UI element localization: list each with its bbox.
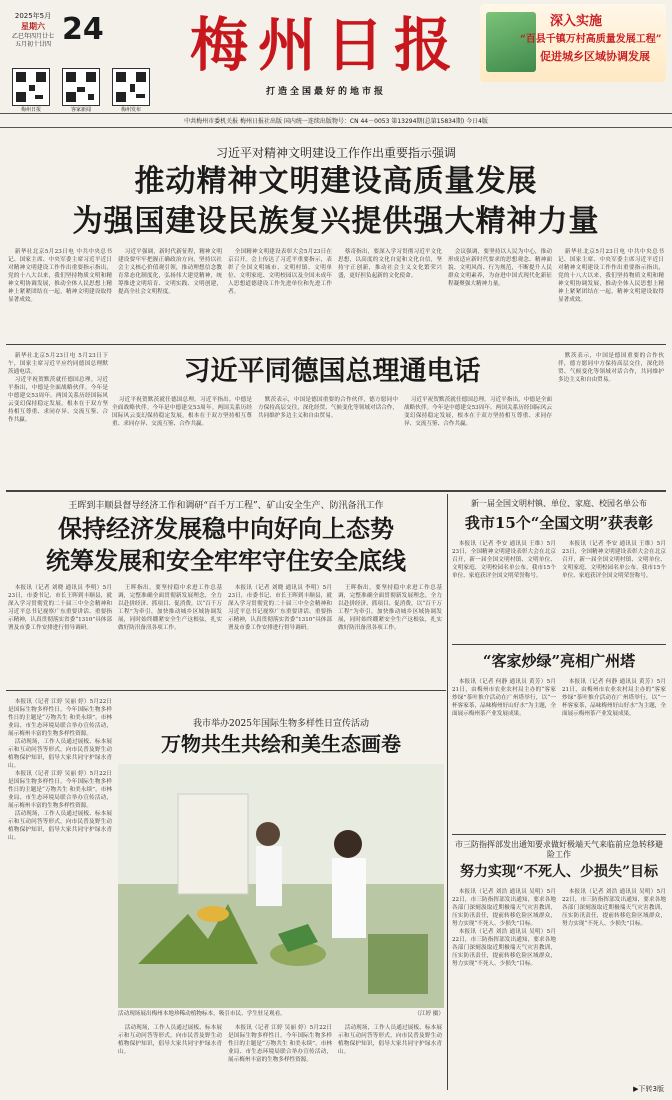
weekday: 星期六 <box>21 21 45 31</box>
date-box <box>6 12 106 68</box>
call-paragraph-2b: 习近平祝贺默茨就任德国总理。习近平指出，中德是全面战略伙伴。今年是中德建交53周年。两国关系历经国际风云变幻保持稳定发展，根本在于双方坚持相互尊重、求同存异、交流互鉴、合作共赢。 <box>112 397 252 427</box>
right-paragraph-2: 本报讯（记者 何静 通讯员 黄芳）5月21日，由梅州市农业农村局主办的“客家炒绿”茶叶推介活动在广州塔举行，以“一杯客家茶，品味梅州好山好水”为主题，全面展示梅州茶产业发展成果。 <box>452 679 556 717</box>
call-paragraph-2c: 习近平祝贺默茨就任德国总理。习近平指出，中德是全面战略伙伴。今年是中德建交53周年。两国关系历经国际风云变幻保持稳定发展，根本在于双方坚持相互尊重、求同存异、交流互鉴、合作共赢。 <box>404 397 552 427</box>
species-paragraph-3: 本报讯（记者 江婷 吴丽 婷）5月22日是国际生物多样性日，今年国际生物多样性日的主题是“万物共生 和美永续”。市林业局、市生态环境局联合举办宣传活动，展示梅州丰富的生物多样性资源。 <box>8 771 112 809</box>
publication-info: 中共梅州市委机关报 梅州日报社出版 国内统一连续出版物号：CN 44－0053 第13294期(总第15834期) 今日4版 <box>0 113 672 128</box>
species-paragraph-5: 活动现场，工作人员通过展板、标本展示和互动问答等形式，向市民普及野生动植物保护知识，倡导大家共同守护绿水青山。 <box>118 1025 222 1055</box>
divider <box>452 834 666 835</box>
right-kicker-1: 新一届全国文明村镇、单位、家庭、校园名单公布 <box>471 499 647 508</box>
call-paragraph-3: 默茨表示，中国是德国重要的合作伙伴，德方愿同中方保持高层交往，深化经贸、气候变化等领域对话合作，共同维护多边主义和自由贸易。 <box>258 397 398 419</box>
right-headline-2[interactable]: “客家炒绿”亮相广州塔 <box>482 652 636 670</box>
lunar-date-2: 五月初十廿四 <box>14 41 51 48</box>
lead-body-col-5 <box>448 248 552 340</box>
right-paragraph-3b: 本报讯（记者 刘浩 通讯员 吴明）5月22日，市三防指挥部发出通知，要求各地各部门深刻汲取近期极端天气灾害教训，压实防汛责任，提前转移危险区域群众，努力实现“不死人、少损失”目标。 <box>562 889 666 927</box>
species-paragraph-2: 活动现场，工作人员通过展板、标本展示和互动问答等形式，向市民普及野生动植物保护知识，倡导大家共同守护绿水青山。 <box>8 739 112 769</box>
promo-line-3: 促进城乡区域协调发展 <box>540 50 650 63</box>
species-paragraph-1: 本报讯（记者 江婷 吴丽 婷）5月22日是国际生物多样性日，今年国际生物多样性日的主题是“万物共生 和美永续”。市林业局、市生态环境局联合举办宣传活动，展示梅州丰富的生物多样性资源。 <box>8 699 112 737</box>
masthead <box>6 4 666 113</box>
lunar-date-1: 乙巳年四月廿七 <box>11 33 54 40</box>
second-paragraph-4: 王晖指出，要坚持稳中求进工作总基调，完整准确全面贯彻新发展理念，全力以赴拼经济、抓项目、促消费，以“百千万工程”为牵引，加快推动城乡区域协调发展，同时始终绷紧安全生产这根弦，扎实做好防汛备汛各项工作。 <box>338 585 442 631</box>
slogan: 打造全国最好的地市报 <box>265 87 386 97</box>
lead-body-col-3 <box>228 248 332 340</box>
right-body-3b <box>562 888 666 1084</box>
lead-paragraph-2: 习近平强调，新时代新征程，精神文明建设要牢牢把握正确政治方向，坚持以社会主义核心价值观引领，推动理想信念教育常态化制度化，弘扬伟大建党精神，统筹推进文明培育、文明实践、文明创建，提高全社会文明程度。 <box>118 249 222 295</box>
next-page-label: 下转3版 <box>638 1085 664 1093</box>
call-body-col-1 <box>8 352 108 484</box>
year-month: 2025年5月 <box>14 12 52 20</box>
column-divider <box>447 494 448 1090</box>
call-paragraph-3b: 默茨表示，中国是德国重要的合作伙伴，德方愿同中方保持高层交往，深化经贸、气候变化等领域对话合作，共同维护多边主义和自由贸易。 <box>558 353 664 383</box>
right-kicker-3: 市三防指挥部发出通知要求做好极端天气来临前应急转移避险工作 <box>455 840 663 859</box>
lead-paragraph-continued: 新华社北京5月23日电 中共中央总书记、国家主席、中央军委主席习近平近日对精神文明建设工作作出重要指示指出，党的十八大以来，我们坚持物质文明和精神文明协调发展，推动全体人民思想上精神上紧紧团结在一起，精神文明建设取得显著成效。 <box>558 249 664 303</box>
divider <box>452 644 666 645</box>
photo-caption: 活动现场展出梅州本地珍稀动植物标本，吸引市民、学生驻足观看。 <box>118 1011 286 1017</box>
right-paragraph-3: 本报讯（记者 刘浩 通讯员 吴明）5月22日，市三防指挥部发出通知，要求各地各部门深刻汲取近期极端天气灾害教训，压实防汛责任，提前转移危险区域群众，努力实现“不死人、少损失”目标。 <box>452 889 556 927</box>
second-body-col-4 <box>338 584 442 684</box>
call-headline[interactable]: 习近平同德国总理通电话 <box>183 356 481 387</box>
promo-banner[interactable] <box>480 4 666 82</box>
newspaper-logo[interactable]: 梅州日报 <box>189 11 462 79</box>
call-body-col-3 <box>258 396 398 484</box>
call-body-col-2 <box>112 396 252 484</box>
second-headline-2[interactable]: 统筹发展和安全牢牢守住安全底线 <box>46 546 406 575</box>
lead-paragraph-4: 蔡奇指出，要深入学习贯彻习近平文化思想，以高度的文化自觉和文化自信，坚持守正创新，推动社会主义文化繁荣兴盛，更好担负起新的文化使命。 <box>338 249 442 279</box>
call-paragraph-2: 习近平祝贺默茨就任德国总理。习近平指出，中德是全面战略伙伴。今年是中德建交53周年。两国关系历经国际风云变幻保持稳定发展，根本在于双方坚持相互尊重、求同存异、交流互鉴、合作共赢。 <box>8 377 108 423</box>
species-body-col-2 <box>118 1024 222 1090</box>
call-body-col-5 <box>558 352 664 484</box>
qr-code-icon[interactable] <box>12 68 50 106</box>
lead-paragraph-5: 会议强调，要坚持以人民为中心，推动形成适应新时代要求的思想观念、精神面貌、文明风尚、行为规范，不断提升人民群众文明素养，为奋进中国式现代化新征程凝聚强大精神力量。 <box>448 249 552 287</box>
right-headline-3[interactable]: 努力实现“不死人、少损失”目标 <box>459 864 659 880</box>
lead-body-col-4 <box>338 248 442 340</box>
species-paragraph-4: 活动现场，工作人员通过展板、标本展示和互动问答等形式，向市民普及野生动植物保护知识，倡导大家共同守护绿水青山。 <box>8 811 112 841</box>
second-body-col-1 <box>8 584 112 684</box>
right-paragraph-1b: 本报讯（记者 李安 通讯员 王维）5月23日，全国精神文明建设表彰大会在北京召开，新一届全国文明村镇、文明单位、文明家庭、文明校园名单公布，我市15个单位、家庭获评全国文明荣誉称号。 <box>562 541 666 579</box>
lunar-date <box>6 33 60 49</box>
day-number: 24 <box>62 12 104 47</box>
qr-caption-2: 客家新闻 <box>70 107 91 113</box>
qr-caption-3: 梅州发布 <box>120 107 141 113</box>
lead-paragraph-1: 新华社北京5月23日电 中共中央总书记、国家主席、中央军委主席习近平近日对精神文明建设工作作出重要指示指出，党的十八大以来，我们坚持物质文明和精神文明协调发展，推动全体人民思想上精神上紧紧团结在一起，精神文明建设取得显著成效。 <box>8 249 112 303</box>
lead-body-col-1 <box>8 248 112 340</box>
species-body-col-4 <box>338 1024 442 1090</box>
qr-code-icon[interactable] <box>112 68 150 106</box>
second-body-col-2 <box>118 584 222 684</box>
lead-body-col-6 <box>558 248 664 340</box>
divider <box>6 690 446 691</box>
lead-body-col-2 <box>118 248 222 340</box>
second-body-col-3 <box>228 584 332 684</box>
right-headline-1[interactable]: 我市15个“全国文明”获表彰 <box>464 514 654 532</box>
species-paragraph-6: 本报讯（记者 江婷 吴丽 婷）5月22日是国际生物多样性日，今年国际生物多样性日的主题是“万物共生 和美永续”。市林业局、市生态环境局联合举办宣传活动，展示梅州丰富的生物多样性资源。 <box>228 1025 332 1063</box>
second-paragraph-1: 本报讯（记者 刘晓 通讯员 李明）5月23日，市委书记、市长王晖到丰顺县，就深入学习贯彻党的二十届三中全会精神和习近平总书记视察广东重要讲话、重要指示精神，认真贯彻落实省委“1310”具体部署及市委工作安排进行督导调研。 <box>8 585 112 631</box>
lead-headline-1[interactable]: 推动精神文明建设高质量发展 <box>134 164 538 199</box>
lead-paragraph-3: 全国精神文明建设表彰大会5月23日在京召开。会上传达了习近平重要指示，表彰了全国文明城市、文明村镇、文明单位、文明家庭、文明校园以及全国未成年人思想道德建设工作先进单位和先进工作者。 <box>228 249 332 295</box>
species-body-col-3 <box>228 1024 332 1090</box>
call-body-col-4 <box>404 396 552 484</box>
second-paragraph-2: 王晖指出，要坚持稳中求进工作总基调，完整准确全面贯彻新发展理念，全力以赴拼经济、抓项目、促消费，以“百千万工程”为牵引，加快推动城乡区域协调发展，同时始终绷紧安全生产这根弦，扎实做好防汛备汛各项工作。 <box>118 585 222 631</box>
second-headline-1[interactable]: 保持经济发展稳中向好向上态势 <box>58 514 394 543</box>
species-headline[interactable]: 万物共生共绘和美生态画卷 <box>161 732 401 756</box>
second-paragraph-3: 本报讯（记者 刘晓 通讯员 李明）5月23日，市委书记、市长王晖到丰顺县，就深入学习贯彻党的二十届三中全会精神和习近平总书记视察广东重要讲话、重要指示精神，认真贯彻落实省委“1310”具体部署及市委工作安排进行督导调研。 <box>228 585 332 631</box>
photo-credit: （江婷 摄） <box>414 1011 444 1017</box>
right-body-2a <box>452 678 556 828</box>
species-body-col-1 <box>8 698 112 1090</box>
call-paragraph-1: 新华社北京5月23日电 5月23日下午，国家主席习近平应约同德国总理默茨通电话。 <box>8 353 108 375</box>
right-body-1a <box>452 540 556 638</box>
lead-kicker: 习近平对精神文明建设工作作出重要指示强调 <box>215 146 456 160</box>
divider <box>6 344 666 345</box>
promo-line-1: 深入实施 <box>550 14 603 29</box>
species-paragraph-7: 活动现场，工作人员通过展板、标本展示和互动问答等形式，向市民普及野生动植物保护知识，倡导大家共同守护绿水青山。 <box>338 1025 442 1055</box>
second-kicker: 王晖到丰顺县督导经济工作和调研“百千万工程”、矿山安全生产、防汛备汛工作 <box>68 501 384 511</box>
lead-headline-2[interactable]: 为强国建设民族复兴提供强大精神力量 <box>72 204 600 239</box>
right-paragraph-1: 本报讯（记者 李安 通讯员 王维）5月23日，全国精神文明建设表彰大会在北京召开，新一届全国文明村镇、文明单位、文明家庭、文明校园名单公布，我市15个单位、家庭获评全国文明荣誉称号。 <box>452 541 556 579</box>
right-body-3a <box>452 888 556 1088</box>
right-paragraph-3c: 本报讯（记者 刘浩 通讯员 吴明）5月22日，市三防指挥部发出通知，要求各地各部门深刻汲取近期极端天气灾害教训，压实防汛责任，提前转移危险区域群众，努力实现“不死人、少损失”目标。 <box>452 929 556 967</box>
photo-illustration <box>118 764 444 1008</box>
qr-caption-1: 梅州日报 <box>20 107 41 113</box>
species-kicker: 我市举办2025年国际生物多样性日宣传活动 <box>193 719 369 729</box>
right-paragraph-2b: 本报讯（记者 何静 通讯员 黄芳）5月21日，由梅州市农业农村局主办的“客家炒绿”茶叶推介活动在广州塔举行，以“一杯客家茶，品味梅州好山好水”为主题，全面展示梅州茶产业发展成果。 <box>562 679 666 717</box>
qr-code-icon[interactable] <box>62 68 100 106</box>
event-photo[interactable] <box>118 764 444 1008</box>
right-body-2b <box>562 678 666 828</box>
next-page-link[interactable] <box>633 1084 664 1094</box>
divider <box>6 490 666 492</box>
promo-line-2: “百县千镇万村高质量发展工程” <box>520 34 662 45</box>
right-body-1b <box>562 540 666 638</box>
arrow-right-icon: ▶ <box>633 1085 639 1093</box>
